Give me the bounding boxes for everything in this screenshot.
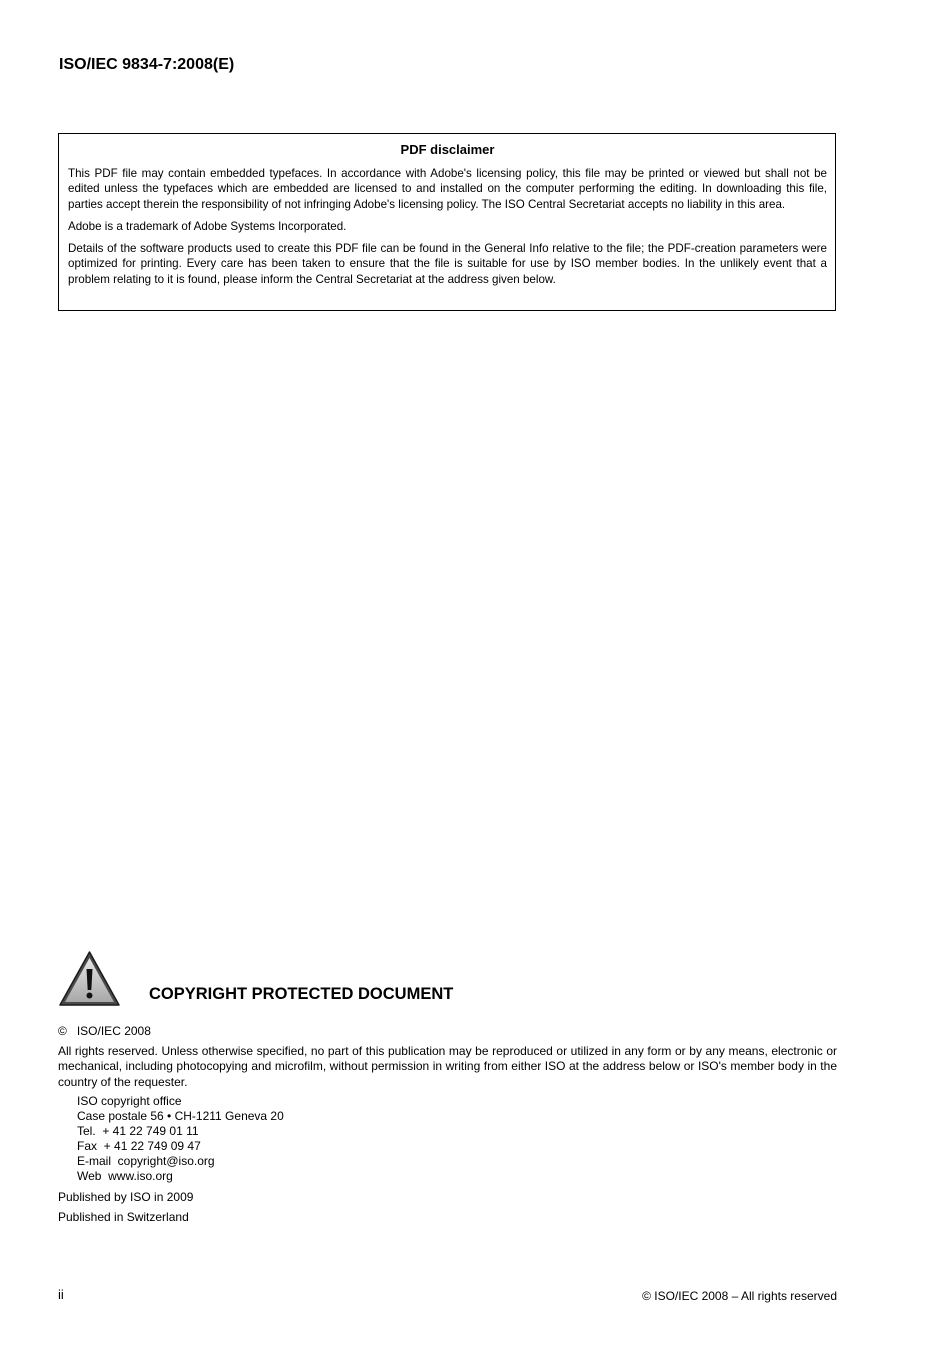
published-in: Published in Switzerland [58,1210,189,1224]
address-web: Web www.iso.org [77,1169,173,1184]
document-id: ISO/IEC 9834-7:2008(E) [59,56,235,73]
address-office-name: ISO copyright office [77,1094,182,1108]
address-fax: Fax + 41 22 749 09 47 [77,1139,201,1154]
copyright-line: © ISO/IEC 2008 [58,1024,151,1038]
disclaimer-paragraph-software: Details of the software products used to create this PDF file can be found in the General Info relative to the file; the PDF-creation parameters were optimized for printing. Every care has been taken to ensure that the file is suitable for use by ISO member bodies. In the unlikely event that a problem relating to it is found, please inform the Central Secretariat at the address given below. [68,242,827,286]
disclaimer-paragraph-typefaces: This PDF file may contain embedded typefaces. In accordance with Adobe's licensing policy, this file may be printed or viewed but shall not be edited unless the typefaces which are embedded are licensed to and installed on the computer performing the editing. In downloading this file, parties accept therein the responsibility of not infringing Adobe's licensing policy. The ISO Central Secretariat accepts no liability in this area. [68,167,827,211]
rights-reserved-text: All rights reserved. Unless otherwise specified, no part of this publication may be reproduced or utilized in any form or by any means, electronic or mechanical, including photocopying and microfilm, without permission in writing from either ISO at the address below or ISO's member body in the country of the requester. [58,1044,837,1089]
warning-triangle-icon [58,950,121,1007]
published-by: Published by ISO in 2009 [58,1190,194,1204]
disclaimer-paragraph-trademark: Adobe is a trademark of Adobe Systems Incorporated. [68,219,347,233]
copyright-heading: COPYRIGHT PROTECTED DOCUMENT [149,985,454,1003]
address-email: E-mail copyright@iso.org [77,1154,215,1169]
address-postal: Case postale 56 • CH-1211 Geneva 20 [77,1109,284,1124]
copyright-office-address [77,1094,284,1185]
page-number: ii [58,1287,64,1302]
footer-copyright: © ISO/IEC 2008 – All rights reserved [642,1289,837,1303]
disclaimer-title: PDF disclaimer [400,142,495,157]
pdf-disclaimer-box [58,133,836,311]
address-telephone: Tel. + 41 22 749 01 11 [77,1124,199,1139]
